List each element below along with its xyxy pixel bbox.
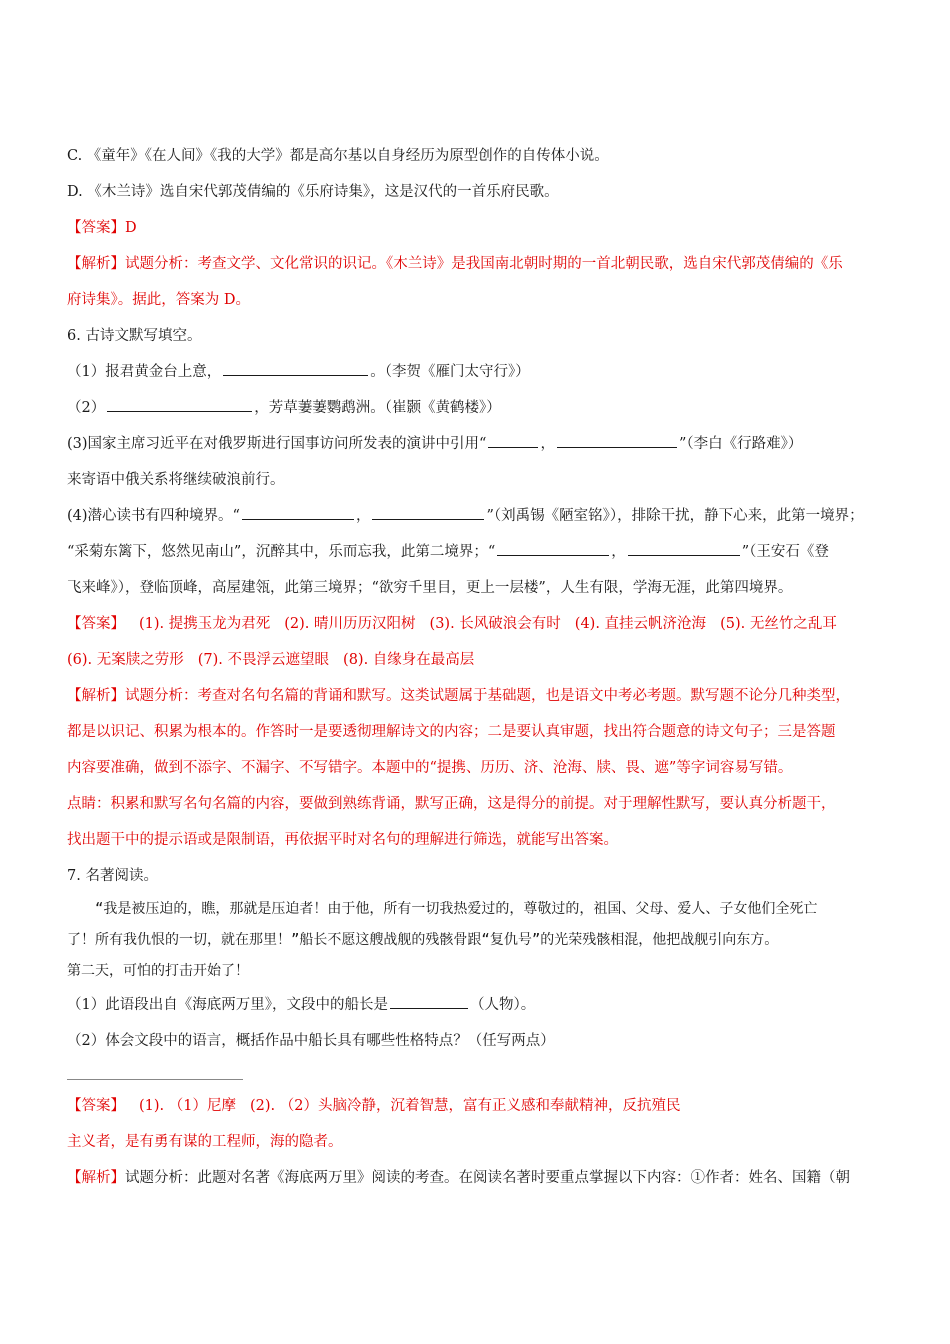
answer-tag: 【答案】 bbox=[67, 616, 125, 632]
q6-4-text: (4)潜心读书有四种境界。“ bbox=[67, 508, 240, 524]
blank-line bbox=[390, 994, 468, 1009]
analysis-6-l5: 找出题干中的提示语或是限制语，再依据平时对名句的理解进行筛选，就能写出答案。 bbox=[67, 832, 618, 848]
q6-4-text-2: “采菊东篱下，悠然见南山”，沉醉其中，乐而忘我，此第二境界；“ bbox=[67, 544, 496, 560]
answer-item: (1). （1）尼摩 bbox=[139, 1098, 236, 1114]
answer-item: (1). 提携玉龙为君死 bbox=[139, 616, 271, 632]
answer-5 bbox=[67, 210, 887, 246]
answer-item: (5). 无丝竹之乱耳 bbox=[720, 616, 837, 632]
q6-1-text: （1）报君黄金台上意， bbox=[67, 364, 222, 380]
answer-item: (8). 自缘身在最高层 bbox=[343, 652, 475, 668]
answer-7-cont: 主义者，是有勇有谋的工程师，海的隐者。 bbox=[67, 1134, 343, 1150]
blank-line bbox=[488, 433, 538, 448]
answer-item: (4). 直挂云帆济沧海 bbox=[574, 616, 707, 632]
q6-1-source: 。（李贺《雁门太守行》） bbox=[370, 364, 530, 380]
q7-quote-l2: 了！所有我仇恨的一切，就在那里！”船长不愿这艘战舰的残骸骨跟“复仇号”的光荣残骸相混，他把战舰引向东方。 bbox=[67, 932, 779, 948]
answer-item: (7). 不畏浮云遮望眼 bbox=[197, 652, 330, 668]
blank-line bbox=[242, 505, 354, 520]
analysis-6 bbox=[67, 678, 887, 714]
answer-item: (6). 无案牍之劳形 bbox=[67, 652, 184, 668]
question-6-4-cont bbox=[67, 534, 887, 570]
analysis-5 bbox=[67, 246, 887, 282]
question-7-1 bbox=[67, 987, 887, 1023]
q6-2-text: ，芳草萋萋鹦鹉洲。（崔颢《黄鹤楼》） bbox=[254, 400, 501, 416]
blank-line bbox=[497, 541, 609, 556]
comma: ， bbox=[355, 508, 371, 524]
analysis-7 bbox=[67, 1160, 887, 1196]
q7-quote-l3: 第二天，可怕的打击开始了！ bbox=[67, 963, 249, 979]
question-6-2 bbox=[67, 390, 887, 426]
q6-3-text: (3)国家主席习近平在对俄罗斯进行国事访问所发表的演讲中引用“ bbox=[67, 436, 487, 452]
answer-item: (2). （2）头脑冷静，沉着智慧，富有正义感和奉献精神，反抗殖民 bbox=[249, 1098, 681, 1114]
blank-line bbox=[372, 505, 484, 520]
question-7-2: （2）体会文段中的语言，概括作品中船长具有哪些性格特点？（任写两点） bbox=[67, 1033, 555, 1049]
analysis-6-l2: 都是以识记、积累为根本的。作答时一是要透彻理解诗文的内容；二是要认真审题，找出符合题意的诗文句子；三是答题 bbox=[67, 724, 836, 740]
question-6-title: 6. 古诗文默写填空。 bbox=[67, 328, 202, 344]
blank-line bbox=[107, 397, 252, 412]
q7-1-text: （1）此语段出自《海底两万里》，文段中的船长是 bbox=[67, 997, 388, 1013]
question-6-3 bbox=[67, 426, 887, 462]
q6-3-source: ”（李白《行路难》） bbox=[678, 436, 803, 452]
question-6-4-cont2: 飞来峰》），登临顶峰，高屋建瓴，此第三境界；“欲穷千里目，更上一层楼”，人生有限，学海无涯，此第四境界。 bbox=[67, 580, 793, 596]
analysis-tag: 【解析】 bbox=[67, 256, 125, 272]
answer-item: (2). 晴川历历汉阳树 bbox=[284, 616, 416, 632]
question-7-title: 7. 名著阅读。 bbox=[67, 868, 158, 884]
q6-4-source: ”（刘禹锡《陋室铭》），排除干扰，静下心来，此第一境界； bbox=[486, 508, 864, 524]
footnote-divider bbox=[67, 1079, 243, 1080]
option-d: D. 《木兰诗》选自宋代郭茂倩编的《乐府诗集》，这是汉代的一首乐府民歌。 bbox=[67, 184, 559, 200]
analysis-text: 试题分析：考查文学、文化常识的识记。《木兰诗》是我国南北朝时期的一首北朝民歌，选自宋代郭茂倩编的《乐 bbox=[125, 256, 843, 272]
analysis-text: 试题分析：考查对名句名篇的背诵和默写。这类试题属于基础题，也是语文中考必考题。默写题不论分几种类型， bbox=[125, 688, 850, 704]
answer-tag: 【答案】 bbox=[67, 1098, 125, 1114]
comma: ， bbox=[611, 544, 626, 560]
answer-tag: 【答案】 bbox=[67, 220, 125, 236]
answer-6 bbox=[67, 606, 887, 642]
analysis-5-cont: 府诗集》。据此，答案为 D。 bbox=[67, 292, 250, 308]
document-page bbox=[67, 138, 887, 1196]
answer-item: (3). 长风破浪会有时 bbox=[429, 616, 561, 632]
answer-6-cont bbox=[67, 642, 887, 678]
question-6-4 bbox=[67, 498, 887, 534]
q6-4-source-2: ”（王安石《登 bbox=[741, 544, 829, 560]
analysis-tag: 【解析】 bbox=[67, 1170, 125, 1186]
question-6-1 bbox=[67, 354, 887, 390]
analysis-6-l4: 点睛：积累和默写名句名篇的内容，要做到熟练背诵，默写正确，这是得分的前提。对于理解性默写，要认真分析题干， bbox=[67, 796, 836, 812]
option-c: C. 《童年》《在人间》《我的大学》都是高尔基以自身经历为原型创作的自传体小说。 bbox=[67, 148, 609, 164]
blank-line bbox=[628, 541, 740, 556]
q7-quote-l1: “我是被压迫的，瞧，那就是压迫者！由于他，所有一切我热爱过的，尊敬过的，祖国、父母、爱人、子女他们全死亡 bbox=[95, 901, 818, 917]
question-6-3-cont: 来寄语中俄关系将继续破浪前行。 bbox=[67, 472, 285, 488]
q7-1-suffix: （人物）。 bbox=[469, 997, 536, 1013]
comma: ， bbox=[540, 436, 555, 452]
q6-2-num: （2） bbox=[67, 400, 106, 416]
answer-7 bbox=[67, 1088, 887, 1124]
analysis-text: 试题分析：此题对名著《海底两万里》阅读的考查。在阅读名著时要重点掌握以下内容：①作者：姓名、国籍（朝 bbox=[125, 1170, 850, 1186]
blank-line bbox=[223, 361, 368, 376]
analysis-tag: 【解析】 bbox=[67, 688, 125, 704]
answer-value: D bbox=[125, 220, 137, 236]
analysis-6-l3: 内容要准确，做到不添字、不漏字、不写错字。本题中的“提携、历历、济、沧海、牍、畏、遮”等字词容易写错。 bbox=[67, 760, 793, 776]
blank-line bbox=[557, 433, 677, 448]
